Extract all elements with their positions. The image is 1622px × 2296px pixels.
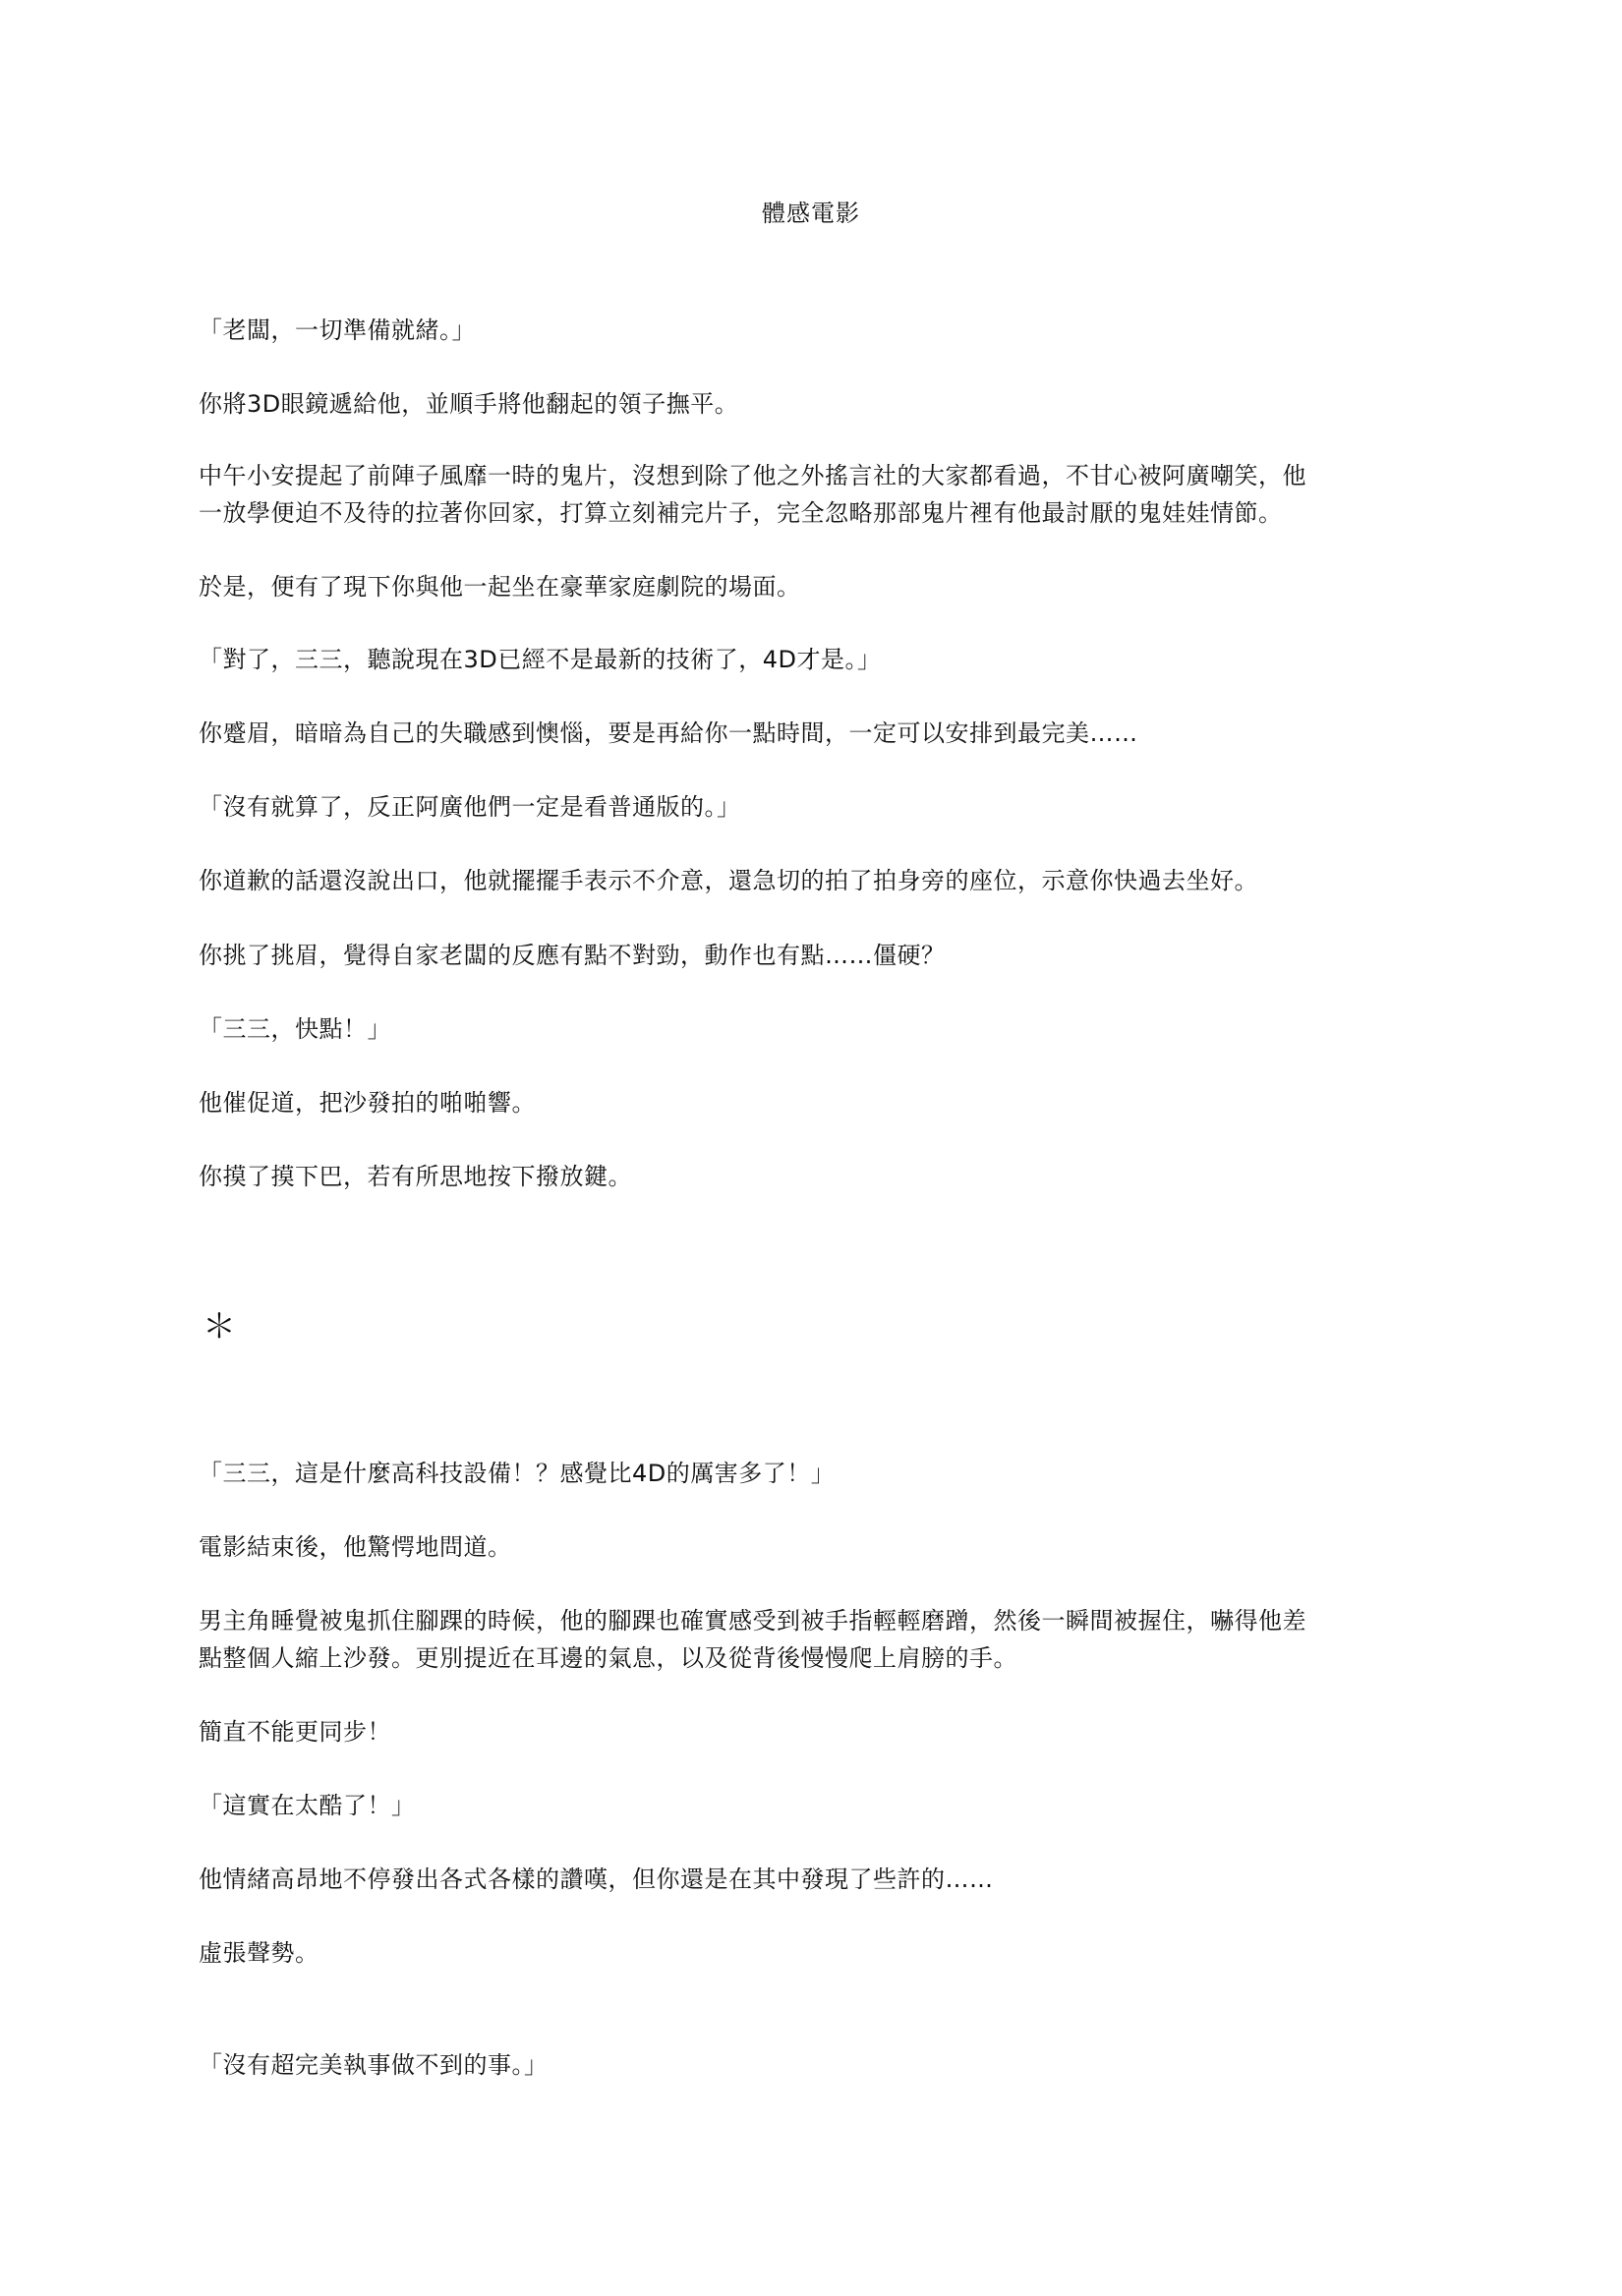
paragraph-line: 點整個人縮上沙發。更別提近在耳邊的氣息，以及從背後慢慢爬上肩膀的手。 [199,1644,1017,1672]
paragraph: 你蹙眉，暗暗為自己的失職感到懊惱，要是再給你一點時間，一定可以安排到最完美…… [199,719,1138,747]
paragraph: 「三三，這是什麼高科技設備！？感覺比4D的厲害多了！」 [199,1460,836,1487]
paragraph: 「三三，快點！」 [199,1015,391,1043]
paragraph-line: 一放學便迫不及待的拉著你回家，打算立刻補完片子，完全忽略那部鬼片裡有他最討厭的鬼娃娃情節。 [199,499,1283,527]
paragraph: 「老闆，一切準備就緒。」 [199,316,476,344]
paragraph-line: 中午小安提起了前陣子風靡一時的鬼片，沒想到除了他之外搖言社的大家都看過，不甘心被阿廣嘲笑，他 [199,462,1306,489]
paragraph: 你將3D眼鏡遞給他，並順手將他翻起的領子撫平。 [199,390,739,418]
paragraph: 「對了，三三，聽說現在3D已經不是最新的技術了，4D才是。」 [199,646,882,673]
paragraph: 你摸了摸下巴，若有所思地按下撥放鍵。 [199,1163,632,1190]
paragraph: 他催促道，把沙發拍的啪啪響。 [199,1089,536,1117]
paragraph: 「這實在太酷了！」 [199,1792,416,1819]
paragraph [199,457,1437,532]
paragraph: 你挑了挑眉，覺得自家老闆的反應有點不對勁，動作也有點……僵硬？ [199,942,946,969]
paragraph: 他情緒高昂地不停發出各式各樣的讚嘆，但你還是在其中發現了些許的…… [199,1866,994,1893]
paragraph: 虛張聲勢。 [199,1939,319,1967]
section-separator: ＊ [203,1307,236,1347]
paragraph: 「沒有就算了，反正阿廣他們一定是看普通版的。」 [199,793,741,821]
document-title: 體感電影 [762,200,860,227]
paragraph: 「沒有超完美執事做不到的事。」 [199,2051,549,2079]
paragraph: 簡直不能更同步！ [199,1718,391,1746]
paragraph: 電影結束後，他驚愕地問道。 [199,1533,512,1561]
paragraph-line: 男主角睡覺被鬼抓住腳踝的時候，他的腳踝也確實感受到被手指輕輕磨蹭，然後一瞬間被握住，嚇得他差 [199,1607,1306,1635]
paragraph: 於是，便有了現下你與他一起坐在豪華家庭劇院的場面。 [199,573,801,601]
paragraph [199,1602,1437,1677]
paragraph: 你道歉的話還沒說出口，他就擺擺手表示不介意，還急切的拍了拍身旁的座位，示意你快過去坐好。 [199,867,1258,894]
